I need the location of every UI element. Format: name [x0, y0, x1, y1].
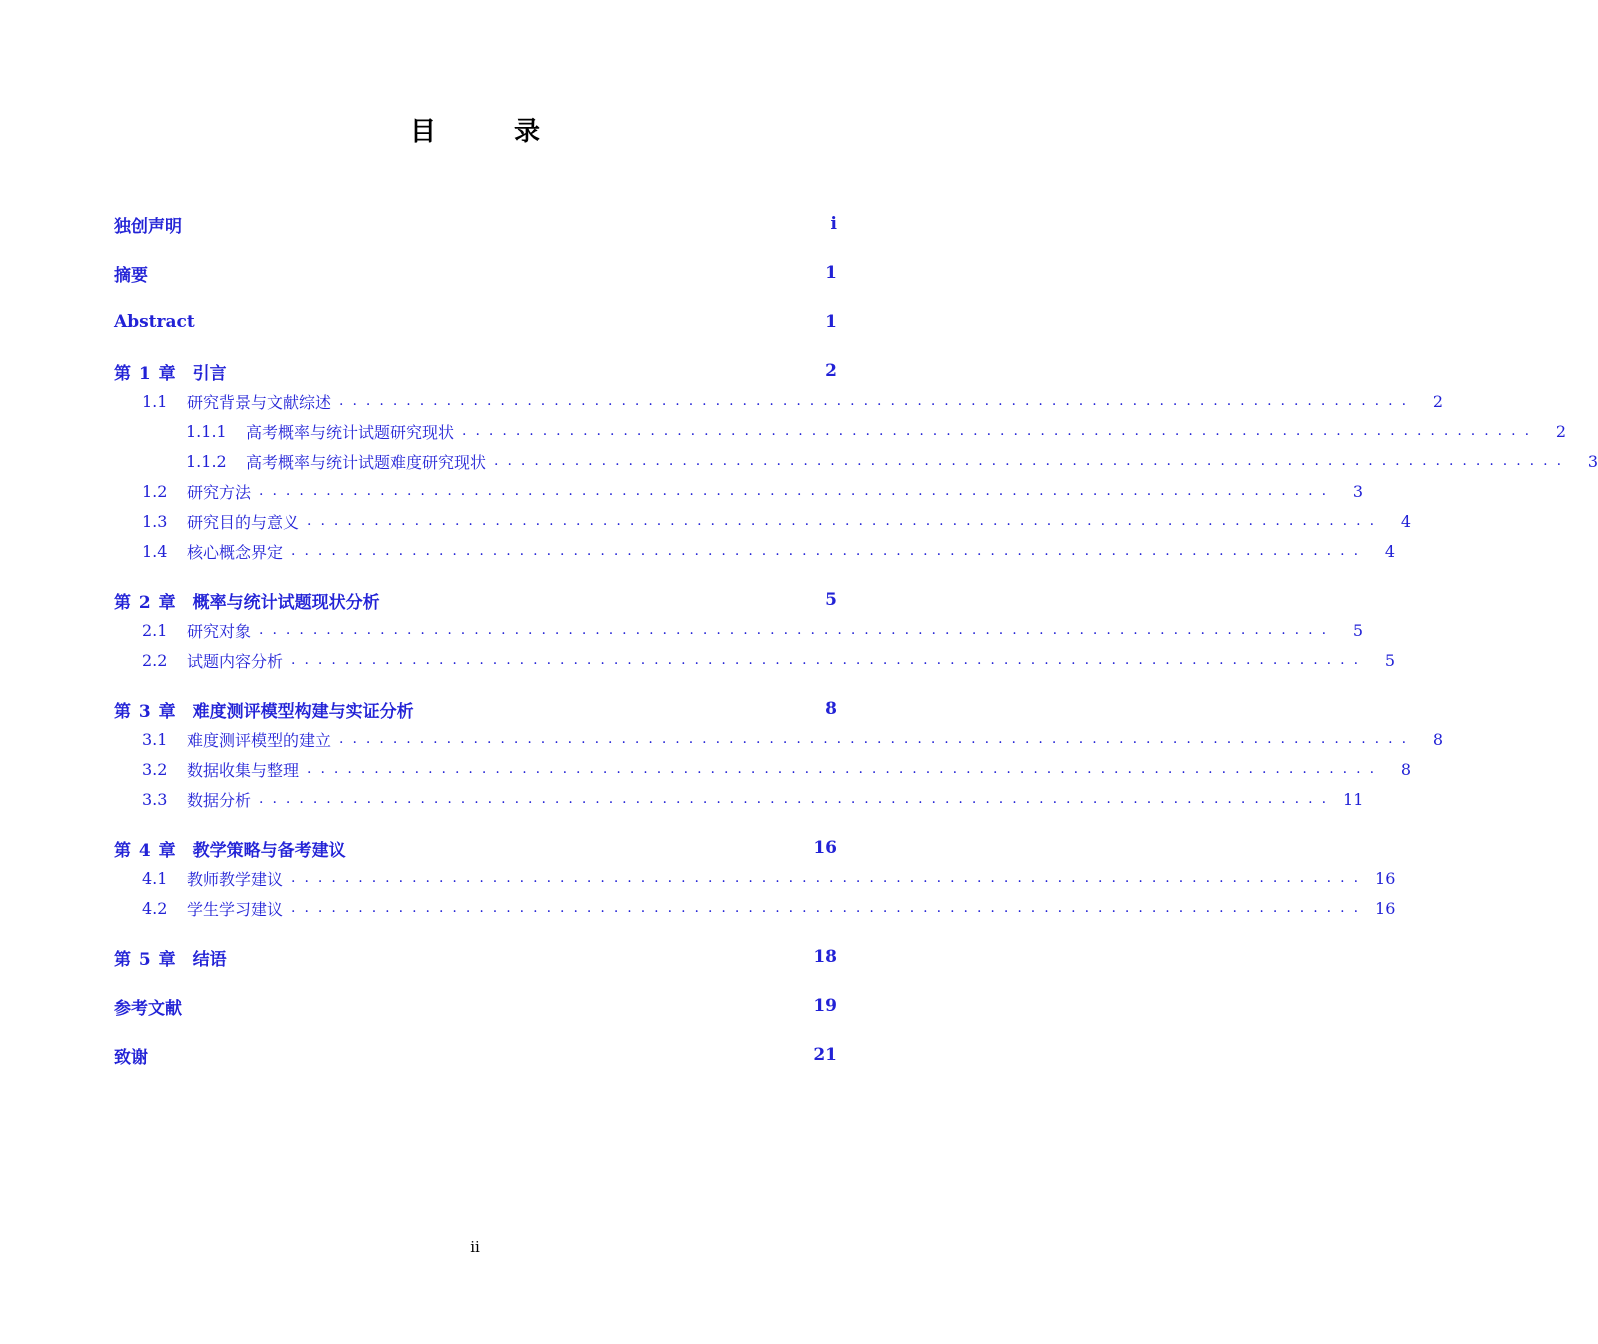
- toc-entry[interactable]: [114, 697, 837, 721]
- toc-leader: ................................................................................: [462, 423, 1539, 439]
- table-of-contents: [114, 0, 1598, 1344]
- toc-entry-number: 1.3: [142, 511, 168, 531]
- toc-entry[interactable]: [114, 1043, 837, 1067]
- toc-leader: ................................................................................: [259, 791, 1336, 807]
- toc-entry[interactable]: [114, 588, 837, 612]
- toc-entry-label: 研究方法: [187, 482, 252, 502]
- toc-entry-label: Abstract: [114, 312, 195, 332]
- toc-entry-label: 参考文献: [114, 998, 182, 1019]
- toc-entry-number: 第 4 章: [114, 840, 177, 861]
- toc-entry-page: 8: [825, 699, 837, 719]
- toc-entry-page: i: [830, 214, 837, 234]
- toc-entry-label: 独创声明: [114, 216, 182, 237]
- toc-entry[interactable]: [114, 757, 1412, 781]
- toc-leader: ................................................................................: [307, 513, 1384, 529]
- toc-entry-number: 第 2 章: [114, 592, 177, 613]
- toc-entry[interactable]: [114, 618, 1364, 642]
- toc-entry-label: 教师教学建议: [187, 869, 284, 889]
- toc-entry-number: 第 1 章: [114, 363, 177, 384]
- toc-entry[interactable]: [114, 261, 837, 285]
- toc-entry-page: 8: [1400, 759, 1412, 779]
- toc-entry[interactable]: [114, 389, 1444, 413]
- toc-entry-page: 21: [813, 1045, 837, 1065]
- toc-entry-page: 16: [1375, 868, 1396, 888]
- toc-entry-label: 摘要: [114, 265, 148, 286]
- toc-entry-page: 1: [825, 312, 837, 332]
- toc-entry-number: 1.4: [142, 541, 168, 561]
- toc-entry-page: 11: [1343, 789, 1364, 809]
- toc-entry-number: 1.1.1: [186, 421, 227, 441]
- toc-entry[interactable]: [114, 787, 1364, 811]
- toc-entry-label: 试题内容分析: [187, 651, 284, 671]
- toc-entry-number: 3.1: [142, 729, 168, 749]
- toc-leader: ................................................................................: [259, 483, 1336, 499]
- toc-entry[interactable]: [114, 509, 1412, 533]
- toc-entry-label: 数据分析: [187, 790, 252, 810]
- toc-entry-label: 核心概念界定: [187, 542, 284, 562]
- toc-entry[interactable]: [114, 212, 837, 236]
- toc-entry[interactable]: [114, 479, 1364, 503]
- toc-entry[interactable]: [114, 419, 1567, 443]
- toc-entry-label: 教学策略与备考建议: [192, 840, 346, 861]
- toc-leader: ................................................................................: [339, 731, 1416, 747]
- toc-entry-page: 4: [1384, 541, 1396, 561]
- toc-entry-label: 难度测评模型构建与实证分析: [192, 701, 414, 722]
- toc-entry[interactable]: [114, 866, 1396, 890]
- toc-leader: ................................................................................: [494, 453, 1571, 469]
- toc-entry-page: 16: [813, 838, 837, 858]
- toc-entry-number: 3.3: [142, 789, 168, 809]
- toc-entry-label: 致谢: [114, 1047, 148, 1068]
- toc-entry-page: 2: [1555, 421, 1567, 441]
- toc-entry-label: 结语: [192, 949, 227, 970]
- toc-entry-page: 3: [1587, 451, 1598, 471]
- toc-entry[interactable]: [114, 945, 837, 969]
- toc-entry-number: 3.2: [142, 759, 168, 779]
- toc-entry-page: 8: [1432, 729, 1444, 749]
- toc-leader: ................................................................................: [259, 622, 1336, 638]
- toc-entry-page: 5: [1352, 620, 1364, 640]
- toc-entry-page: 16: [1375, 898, 1396, 918]
- toc-entry-label: 高考概率与统计试题难度研究现状: [246, 452, 487, 472]
- toc-entry[interactable]: [114, 994, 837, 1018]
- toc-entry-page: 3: [1352, 481, 1364, 501]
- toc-leader: ................................................................................: [307, 761, 1384, 777]
- toc-entry-label: 引言: [192, 363, 227, 384]
- toc-entry-number: 2.1: [142, 620, 168, 640]
- toc-entry-label: 研究背景与文献综述: [187, 392, 332, 412]
- page-title: 目 录: [409, 117, 566, 147]
- toc-entry-label: 数据收集与整理: [187, 760, 300, 780]
- toc-entry-label: 学生学习建议: [187, 899, 284, 919]
- toc-entry-number: 1.2: [142, 481, 168, 501]
- toc-entry[interactable]: [114, 310, 837, 334]
- toc-leader: ................................................................................: [291, 900, 1368, 916]
- toc-entry-number: 4.1: [142, 868, 168, 888]
- toc-entry[interactable]: [114, 896, 1396, 920]
- toc-entry-label: 概率与统计试题现状分析: [192, 592, 380, 613]
- toc-entry-page: 5: [1384, 650, 1396, 670]
- toc-entry-page: 1: [825, 263, 837, 283]
- toc-entry-label: 高考概率与统计试题研究现状: [246, 422, 455, 442]
- toc-entry-page: 2: [825, 361, 837, 381]
- toc-entry[interactable]: [114, 449, 1598, 473]
- toc-entry[interactable]: [114, 727, 1444, 751]
- page-number: ii: [470, 1238, 480, 1256]
- toc-entry[interactable]: [114, 836, 837, 860]
- toc-entry-label: 研究对象: [187, 621, 252, 641]
- toc-entry-number: 1.1.2: [186, 451, 227, 471]
- toc-entry-page: 2: [1432, 391, 1444, 411]
- toc-entry[interactable]: [114, 648, 1396, 672]
- toc-leader: ................................................................................: [291, 543, 1368, 559]
- toc-entry-number: 1.1: [142, 391, 168, 411]
- toc-leader: ................................................................................: [339, 393, 1416, 409]
- toc-entry-label: 难度测评模型的建立: [187, 730, 332, 750]
- toc-leader: ................................................................................: [291, 870, 1368, 886]
- toc-entry-number: 第 5 章: [114, 949, 177, 970]
- toc-entry-label: 研究目的与意义: [187, 512, 300, 532]
- toc-entry-number: 2.2: [142, 650, 168, 670]
- toc-leader: ................................................................................: [291, 652, 1368, 668]
- toc-entry-number: 第 3 章: [114, 701, 177, 722]
- toc-entry-page: 19: [813, 996, 837, 1016]
- toc-entry[interactable]: [114, 359, 837, 383]
- toc-entry-page: 4: [1400, 511, 1412, 531]
- toc-entry-number: 4.2: [142, 898, 168, 918]
- toc-entry-page: 5: [825, 590, 837, 610]
- toc-entry-page: 18: [813, 947, 837, 967]
- toc-entry[interactable]: [114, 539, 1396, 563]
